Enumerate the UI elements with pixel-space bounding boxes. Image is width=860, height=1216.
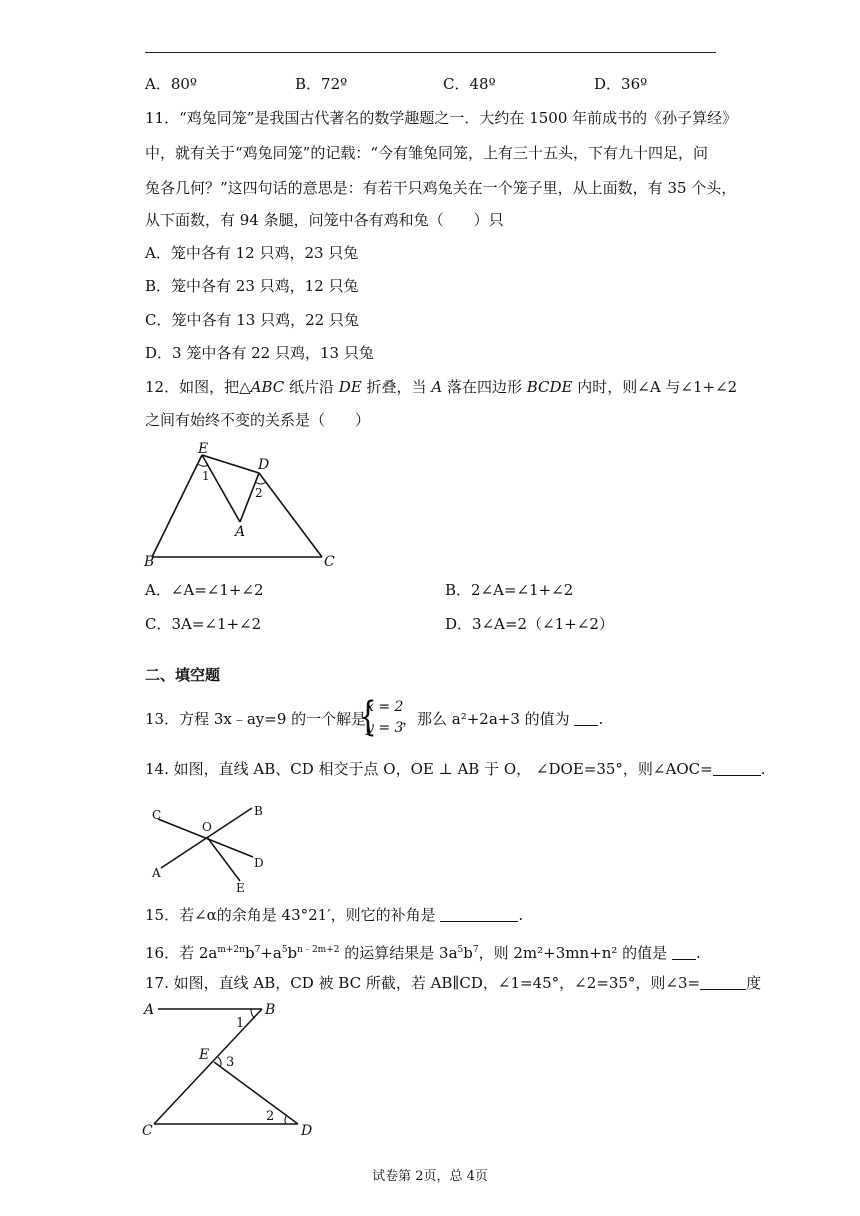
q14-label-b: B xyxy=(254,804,263,818)
q16-answer-blank[interactable] xyxy=(672,945,696,960)
q17-label-a: A xyxy=(144,1002,155,1018)
q17-label-c: C xyxy=(142,1123,153,1139)
q12-var-bcde: BCDE xyxy=(526,378,573,396)
page-footer: 试卷第 2页，总 4页 xyxy=(372,1169,488,1184)
q17-answer-blank[interactable] xyxy=(700,975,746,990)
q11-option-c: C．笼中各有 13 只鸡，22 只兔 xyxy=(145,311,359,329)
q13-end: . xyxy=(598,710,604,728)
q16-exp: 5 xyxy=(457,945,464,955)
q17-line xyxy=(145,973,761,993)
q13-pre: 13．方程 3x﹣ay=9 的一个解是 xyxy=(145,710,367,728)
q12-label-e: E xyxy=(198,441,209,457)
q11-option-b: B．笼中各有 23 只鸡，12 只兔 xyxy=(145,277,359,295)
q13-eq-1: x = 2 xyxy=(366,699,404,715)
q12-label-d: D xyxy=(258,457,270,473)
q10-option-a: A．80º xyxy=(145,75,197,93)
q12-label-a: A xyxy=(235,524,246,540)
q14-label-a: A xyxy=(152,866,161,880)
q12-option-d: D．3∠A=2（∠1+∠2） xyxy=(445,615,614,633)
q16-text: +a xyxy=(260,944,282,962)
q11-line-4: 从下面数，有 94 条腿，问笼中各有鸡和兔（ ）只 xyxy=(145,211,504,229)
q14-label-o: O xyxy=(202,820,212,834)
q14-label-d: D xyxy=(254,856,264,870)
q15-end: . xyxy=(518,906,524,924)
q12-option-b: B．2∠A=∠1+∠2 xyxy=(445,581,574,599)
q16-exp: m+2n xyxy=(217,945,245,955)
q16-text: 的运算结果是 3a xyxy=(339,944,458,962)
q12-text: 内时，则∠A 与∠1+∠2 xyxy=(572,378,738,396)
q13-post-text: ，那么 a²+2a+3 的值为 xyxy=(402,710,570,728)
question-16 xyxy=(145,940,701,963)
q11-line-1: 11．“鸡兔同笼”是我国古代著名的数学趣题之一．大约在 1500 年前成书的《孙子算经》 xyxy=(145,109,738,127)
q12-var-abc: ABC xyxy=(250,378,285,396)
q11-option-a: A．笼中各有 12 只鸡，23 只兔 xyxy=(145,244,359,262)
q17-label-d: D xyxy=(301,1123,313,1139)
q12-figure xyxy=(138,438,348,573)
q12-text: 折叠，当 xyxy=(361,378,432,396)
q16-text: ，则 2m²+3mn+n² 的值是 xyxy=(478,944,668,962)
q17-label-angle-1: 1 xyxy=(236,1016,245,1031)
section-title: 二、填空题 xyxy=(145,666,221,684)
q11-option-d: D．3 笼中各有 22 只鸡，13 只兔 xyxy=(145,344,374,362)
q17-text: 17. 如图，直线 AB，CD 被 BC 所截，若 AB∥CD，∠1=45°，∠2=35°，则∠3= xyxy=(145,974,701,992)
q12-label-c: C xyxy=(324,554,335,570)
q11-line-3: 兔各几何？”这四句话的意思是：有若干只鸡兔关在一个笼子里，从上面数，有 35 个头， xyxy=(145,179,737,197)
q16-text: b xyxy=(244,944,255,962)
q10-option-d: D．36º xyxy=(594,75,648,93)
q14-ray-oe xyxy=(207,837,240,881)
q17-label-angle-2: 2 xyxy=(266,1109,275,1124)
q12-option-c: C．3A=∠1+∠2 xyxy=(145,615,262,633)
q16-exp: 5 xyxy=(281,945,288,955)
q13-answer-blank[interactable] xyxy=(574,711,598,726)
q12-angle-2-arc xyxy=(255,482,266,484)
q12-text: 12．如图，把△ xyxy=(145,378,251,396)
header-rule xyxy=(145,52,716,53)
q16-end: . xyxy=(695,944,701,962)
q12-label-b: B xyxy=(144,554,155,570)
q11-line-2: 中，就有关于“鸡兔同笼”的记载：“今有雏兔同笼，上有三十五头，下有九十四足，问 xyxy=(145,144,709,162)
q14-end: . xyxy=(760,760,766,778)
question-15 xyxy=(145,905,523,925)
q12-line-2: 之间有始终不变的关系是（ ） xyxy=(145,411,371,429)
q17-angle-2-arc xyxy=(285,1116,286,1124)
q15-answer-blank[interactable] xyxy=(440,907,518,922)
q12-option-a: A．∠A=∠1+∠2 xyxy=(145,581,264,599)
q12-var-a: A xyxy=(431,378,443,396)
q14-line xyxy=(145,759,765,779)
q12-segment-be xyxy=(152,455,202,557)
q14-label-c: C xyxy=(152,808,162,822)
q14-text: 14. 如图，直线 AB、CD 相交于点 O，OE ⊥ AB 于 O， ∠DOE=35°，则∠AOC= xyxy=(145,760,713,778)
q12-text: 落在四边形 xyxy=(442,378,527,396)
q13-brace: { xyxy=(359,694,377,740)
q17-line-bc xyxy=(154,1009,262,1124)
q14-figure xyxy=(148,795,268,895)
q12-line-1 xyxy=(145,377,737,397)
q17-line-de xyxy=(214,1062,298,1124)
q17-label-b: B xyxy=(265,1002,276,1018)
q17-figure xyxy=(138,995,328,1145)
q16-text: b xyxy=(287,944,298,962)
q16-text: 16．若 2a xyxy=(145,944,218,962)
q16-text: b xyxy=(463,944,473,962)
q12-var-de: DE xyxy=(338,378,362,396)
q12-segment-cd xyxy=(259,473,322,557)
q13-eq-2: y = 3 xyxy=(366,720,404,736)
q10-option-b: B．72º xyxy=(295,75,348,93)
q16-exp: 7 xyxy=(472,945,479,955)
q17-end: 度 xyxy=(746,974,762,992)
q13-post xyxy=(402,709,603,729)
q17-label-e: E xyxy=(199,1047,210,1063)
q16-exp: n﹣2m+2 xyxy=(297,945,340,955)
q14-answer-blank[interactable] xyxy=(713,761,761,776)
q14-label-e: E xyxy=(236,881,245,895)
q16-exp: 7 xyxy=(254,945,261,955)
q17-label-angle-3: 3 xyxy=(226,1055,235,1070)
q15-text: 15．若∠α的余角是 43°21′，则它的补角是 xyxy=(145,906,436,924)
q12-label-angle-2: 2 xyxy=(255,486,263,500)
q12-label-angle-1: 1 xyxy=(202,469,210,483)
q12-text: 纸片沿 xyxy=(284,378,339,396)
q10-option-c: C．48º xyxy=(443,75,496,93)
